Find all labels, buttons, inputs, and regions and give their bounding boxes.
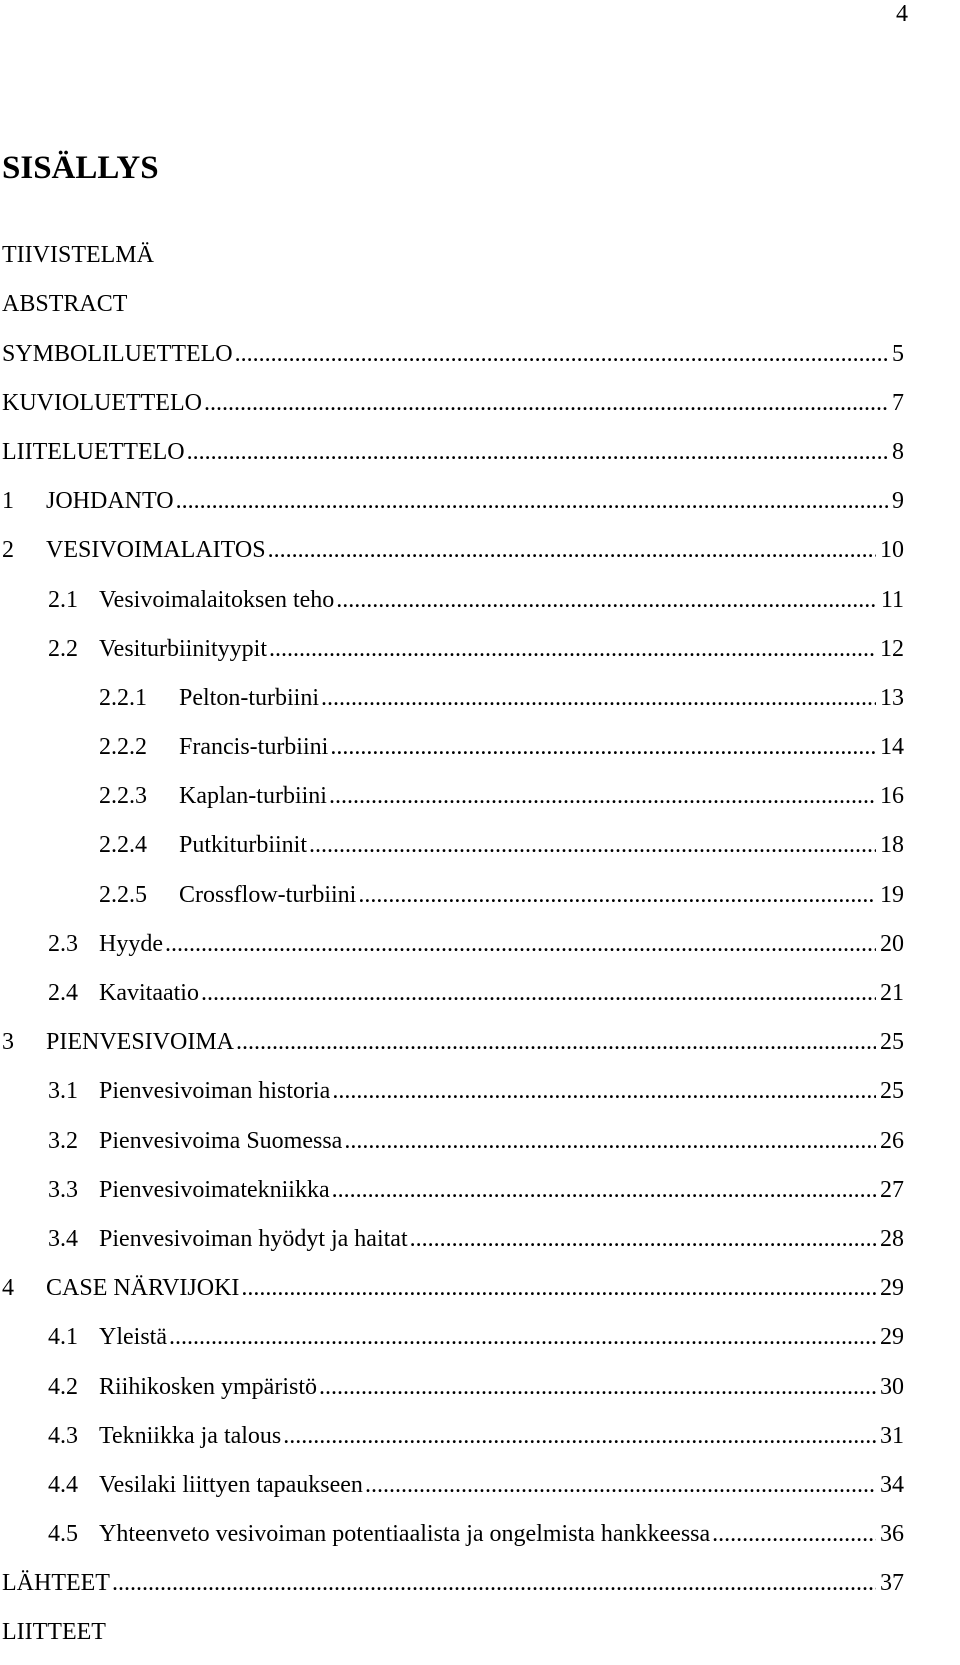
toc-entry-page: 31 bbox=[880, 1422, 904, 1449]
toc-entry[interactable] bbox=[2, 1113, 904, 1162]
toc-entry-page: 19 bbox=[880, 881, 904, 908]
toc-entry-number: 2.3 bbox=[48, 930, 78, 957]
toc-entry-page: 25 bbox=[880, 1029, 904, 1056]
toc-entry[interactable] bbox=[2, 917, 904, 966]
toc-entry-number: 2 bbox=[2, 537, 14, 564]
toc-entry-title: JOHDANTO bbox=[46, 488, 174, 515]
toc-entry-title: LIITTEET bbox=[2, 1619, 106, 1646]
toc-dot-leader bbox=[204, 391, 888, 415]
toc-entry[interactable] bbox=[2, 818, 904, 867]
toc-entry-page: 26 bbox=[880, 1127, 904, 1154]
toc-entry-title: Vesiturbiinityypit bbox=[99, 635, 267, 662]
toc-entry[interactable] bbox=[2, 867, 904, 916]
toc-entry-number: 2.2.4 bbox=[99, 832, 147, 859]
toc-entry-page: 8 bbox=[892, 438, 904, 465]
toc-entry-title: Vesilaki liittyen tapaukseen bbox=[99, 1471, 363, 1498]
toc-entry-number: 3.1 bbox=[48, 1078, 78, 1105]
toc-dot-leader bbox=[241, 1276, 876, 1300]
toc-dot-leader bbox=[283, 1424, 876, 1448]
toc-dot-leader bbox=[176, 489, 888, 513]
toc-entry-number: 3.4 bbox=[48, 1225, 78, 1252]
toc-dot-leader bbox=[329, 784, 876, 808]
toc-dot-leader bbox=[165, 932, 876, 956]
toc-entry[interactable] bbox=[2, 622, 904, 671]
toc-dot-leader bbox=[112, 1571, 876, 1595]
toc-entry[interactable] bbox=[2, 326, 904, 375]
toc-entry-number: 2.4 bbox=[48, 980, 78, 1006]
toc-dot-leader bbox=[269, 637, 876, 661]
toc-entry[interactable] bbox=[2, 1015, 904, 1064]
toc-entry-title: Kaplan-turbiini bbox=[179, 783, 327, 810]
toc-entry-number: 2.2 bbox=[48, 635, 78, 662]
toc-entry-page: 27 bbox=[880, 1176, 904, 1203]
toc-entry[interactable] bbox=[2, 572, 904, 621]
toc-entry-title: VESIVOIMALAITOS bbox=[46, 537, 266, 564]
toc-entry-page: 10 bbox=[880, 537, 904, 564]
toc-entry-title: Tekniikka ja talous bbox=[99, 1422, 282, 1449]
toc-entry-number: 2.1 bbox=[48, 586, 78, 613]
toc-entry-title: Pelton-turbiini bbox=[179, 684, 319, 711]
toc-entry-number: 3.3 bbox=[48, 1176, 78, 1203]
toc-dot-leader bbox=[321, 686, 876, 710]
toc-entry[interactable] bbox=[2, 474, 904, 523]
toc-entry-page: 25 bbox=[880, 1078, 904, 1105]
toc-entry[interactable] bbox=[2, 1556, 904, 1605]
toc-entry[interactable] bbox=[2, 277, 904, 326]
toc-dot-leader bbox=[336, 588, 877, 612]
toc-entry[interactable] bbox=[2, 1261, 904, 1310]
toc-entry-title: SYMBOLILUETTELO bbox=[2, 340, 233, 367]
toc-entry-number: 4.4 bbox=[48, 1471, 78, 1498]
toc-entry-page: 36 bbox=[880, 1521, 904, 1548]
toc-entry[interactable] bbox=[2, 720, 904, 769]
toc-entry-title: LÄHTEET bbox=[2, 1570, 110, 1597]
toc-entry-page: 20 bbox=[880, 930, 904, 957]
toc-dot-leader bbox=[365, 1473, 876, 1497]
toc-entry[interactable] bbox=[2, 1163, 904, 1212]
toc-entry-title: Francis-turbiini bbox=[179, 734, 329, 761]
toc-entry[interactable] bbox=[2, 1064, 904, 1113]
toc-entry-title: Crossflow-turbiini bbox=[179, 881, 357, 908]
toc-entry-page: 29 bbox=[880, 1324, 904, 1351]
toc-dot-leader bbox=[268, 538, 876, 562]
toc-entry[interactable] bbox=[2, 1212, 904, 1261]
toc-entry-title: Pienvesivoima Suomessa bbox=[99, 1127, 343, 1154]
toc-entry[interactable] bbox=[2, 425, 904, 474]
toc-dot-leader bbox=[358, 883, 876, 907]
toc-entry-number: 4.3 bbox=[48, 1422, 78, 1449]
toc-entry-title: CASE NÄRVIJOKI bbox=[46, 1275, 240, 1302]
page-number: 4 bbox=[896, 1, 908, 27]
toc-entry-page: 14 bbox=[880, 734, 904, 761]
toc-dot-leader bbox=[236, 1030, 876, 1054]
toc-dot-leader bbox=[712, 1522, 876, 1546]
toc-entry-number: 4.2 bbox=[48, 1373, 78, 1400]
toc-entry-title: Riihikosken ympäristö bbox=[99, 1373, 317, 1400]
toc-entry-page: 28 bbox=[880, 1225, 904, 1252]
toc-entry[interactable] bbox=[2, 671, 904, 720]
toc-entry[interactable] bbox=[2, 523, 904, 572]
toc-entry-page: 37 bbox=[880, 1570, 904, 1597]
toc-dot-leader bbox=[332, 1178, 876, 1202]
toc-dot-leader bbox=[330, 735, 876, 759]
toc-entry-title: PIENVESIVOIMA bbox=[46, 1029, 234, 1056]
toc-entry-number: 2.2.5 bbox=[99, 881, 147, 908]
toc-entry-title: LIITELUETTELO bbox=[2, 438, 185, 465]
toc-entry[interactable] bbox=[2, 1458, 904, 1507]
toc-entry-title: ABSTRACT bbox=[2, 291, 128, 318]
toc-entry-page: 5 bbox=[892, 340, 904, 367]
toc-entry-page: 7 bbox=[892, 389, 904, 416]
toc-entry-title: Pienvesivoiman hyödyt ja haitat bbox=[99, 1225, 408, 1252]
toc-entry-page: 16 bbox=[880, 783, 904, 810]
toc-entry-number: 2.2.2 bbox=[99, 734, 147, 761]
toc-dot-leader bbox=[319, 1375, 876, 1399]
toc-entry-title: Pienvesivoiman historia bbox=[99, 1078, 331, 1105]
toc-dot-leader bbox=[235, 342, 888, 366]
toc-entry-page: 11 bbox=[880, 586, 904, 613]
toc-dot-leader bbox=[201, 981, 876, 1005]
toc-entry-number: 3 bbox=[2, 1029, 14, 1056]
toc-entry-title: Pienvesivoimatekniikka bbox=[99, 1176, 330, 1203]
toc-entry[interactable] bbox=[2, 1359, 904, 1408]
table-of-contents bbox=[2, 228, 904, 1654]
toc-dot-leader bbox=[309, 833, 876, 857]
toc-entry[interactable] bbox=[2, 769, 904, 818]
toc-dot-leader bbox=[332, 1079, 876, 1103]
toc-entry-title: Putkiturbiinit bbox=[179, 832, 308, 859]
toc-entry[interactable] bbox=[2, 1310, 904, 1359]
toc-entry[interactable] bbox=[2, 376, 904, 425]
toc-entry-title: Kavitaatio bbox=[99, 980, 199, 1006]
toc-entry-title: Hyyde bbox=[99, 930, 163, 957]
toc-entry-number: 4.1 bbox=[48, 1324, 78, 1351]
toc-entry-title: TIIVISTELMÄ bbox=[2, 242, 154, 269]
toc-entry-title: Vesivoimalaitoksen teho bbox=[99, 586, 335, 613]
toc-entry-page: 12 bbox=[880, 635, 904, 662]
toc-entry-number: 4 bbox=[2, 1275, 14, 1302]
toc-entry-title: Yhteenveto vesivoiman potentiaalista ja ongelmista hankkeessa bbox=[99, 1521, 711, 1548]
toc-entry-page: 21 bbox=[880, 980, 904, 1006]
toc-dot-leader bbox=[410, 1227, 876, 1251]
toc-entry-number: 4.5 bbox=[48, 1521, 78, 1548]
toc-entry-title: Yleistä bbox=[99, 1324, 167, 1351]
toc-dot-leader bbox=[187, 440, 888, 464]
toc-entry-number: 2.2.1 bbox=[99, 684, 147, 711]
toc-entry-page: 34 bbox=[880, 1471, 904, 1498]
toc-entry-number: 2.2.3 bbox=[99, 783, 147, 810]
toc-entry-page: 13 bbox=[880, 684, 904, 711]
toc-entry-page: 29 bbox=[880, 1275, 904, 1302]
page-title: SISÄLLYS bbox=[2, 150, 159, 186]
toc-entry[interactable] bbox=[2, 228, 904, 277]
toc-entry-number: 3.2 bbox=[48, 1127, 78, 1154]
toc-entry-page: 9 bbox=[892, 488, 904, 515]
toc-dot-leader bbox=[169, 1325, 876, 1349]
toc-entry[interactable] bbox=[2, 1409, 904, 1458]
toc-entry-title: KUVIOLUETTELO bbox=[2, 389, 202, 416]
toc-entry[interactable] bbox=[2, 966, 904, 1015]
toc-entry[interactable] bbox=[2, 1507, 904, 1556]
toc-entry-page: 18 bbox=[880, 832, 904, 859]
toc-dot-leader bbox=[344, 1129, 876, 1153]
toc-entry-page: 30 bbox=[880, 1373, 904, 1400]
toc-entry-number: 1 bbox=[2, 488, 14, 515]
toc-entry[interactable] bbox=[2, 1605, 904, 1654]
